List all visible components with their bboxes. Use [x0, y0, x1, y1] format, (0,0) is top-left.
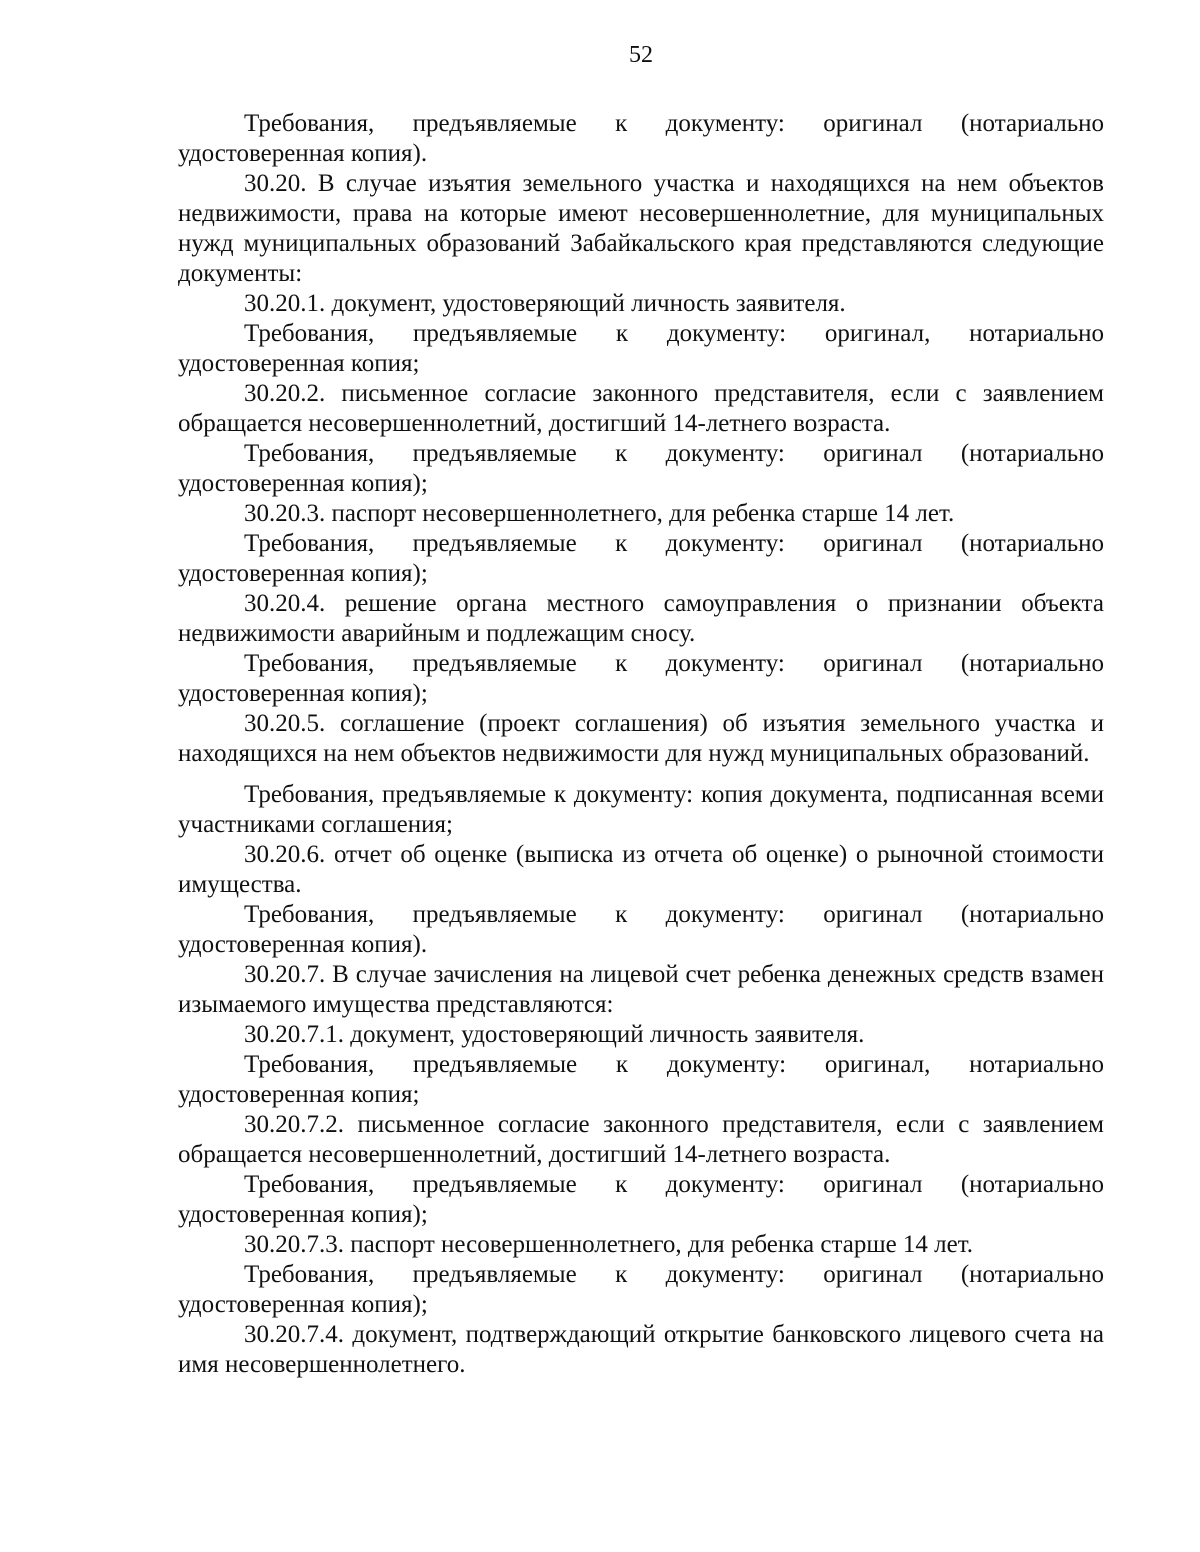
paragraph: Требования, предъявляемые к документу: оригинал (нотариально удостоверенная копия); — [178, 650, 1104, 707]
document-body — [178, 109, 1104, 1380]
paragraph: 30.20.7.3. паспорт несовершеннолетнего, для ребенка старше 14 лет. — [244, 1231, 974, 1258]
paragraph: Требования, предъявляемые к документу: оригинал (нотариально удостоверенная копия). — [178, 110, 1104, 167]
paragraph: 30.20.7.4. документ, подтверждающий открытие банковского лицевого счета на имя несовершеннолетнего. — [178, 1321, 1104, 1378]
paragraph: 30.20.2. письменное согласие законного представителя, если с заявлением обращается несовершеннолетний, достигший 14-летнего возраста. — [178, 380, 1104, 437]
paragraph: Требования, предъявляемые к документу: оригинал (нотариально удостоверенная копия); — [178, 1171, 1104, 1228]
paragraph: Требования, предъявляемые к документу: оригинал (нотариально удостоверенная копия); — [178, 440, 1104, 497]
paragraph: 30.20.7.2. письменное согласие законного представителя, если с заявлением обращается несовершеннолетний, достигший 14-летнего возраста. — [178, 1111, 1104, 1168]
paragraph: 30.20.7. В случае зачисления на лицевой счет ребенка денежных средств взамен изымаемого имущества представляются: — [178, 961, 1104, 1018]
paragraph: 30.20.1. документ, удостоверяющий личность заявителя. — [244, 290, 846, 317]
paragraph: 30.20.3. паспорт несовершеннолетнего, для ребенка старше 14 лет. — [244, 500, 955, 527]
paragraph: Требования, предъявляемые к документу: оригинал, нотариально удостоверенная копия; — [178, 320, 1104, 377]
paragraph: Требования, предъявляемые к документу: копия документа, подписанная всеми участниками соглашения; — [178, 781, 1104, 838]
paragraph: Требования, предъявляемые к документу: оригинал, нотариально удостоверенная копия; — [178, 1051, 1104, 1108]
paragraph: Требования, предъявляемые к документу: оригинал (нотариально удостоверенная копия). — [178, 901, 1104, 958]
paragraph: Требования, предъявляемые к документу: оригинал (нотариально удостоверенная копия); — [178, 530, 1104, 587]
paragraph: 30.20.4. решение органа местного самоуправления о признании объекта недвижимости аварийным и подлежащим сносу. — [178, 590, 1104, 647]
paragraph: 30.20.5. соглашение (проект соглашения) об изъятия земельного участка и находящихся на нем объектов недвижимости для нужд муниципальных образований. — [178, 710, 1104, 767]
paragraph: Требования, предъявляемые к документу: оригинал (нотариально удостоверенная копия); — [178, 1261, 1104, 1318]
paragraph: 30.20. В случае изъятия земельного участка и находящихся на нем объектов недвижимости, права на которые имеют несовершеннолетние, для муниципальных нужд муниципальных образований Забайкальского края представляются следующие документы: — [178, 170, 1104, 287]
paragraph: 30.20.6. отчет об оценке (выписка из отчета об оценке) о рыночной стоимости имущества. — [178, 841, 1104, 898]
page-number: 52 — [629, 42, 653, 68]
paragraph: 30.20.7.1. документ, удостоверяющий личность заявителя. — [244, 1021, 865, 1048]
